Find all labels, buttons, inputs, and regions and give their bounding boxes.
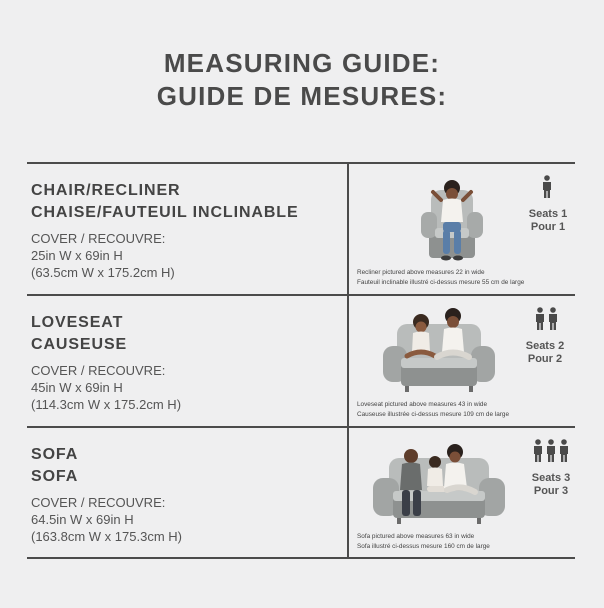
- product-name-en: LOVESEAT: [31, 314, 124, 331]
- table-row-recliner: [27, 164, 575, 295]
- caption-en: Recliner pictured above measures 22 in wide: [357, 269, 485, 276]
- size-cm: (163.8cm W x 175.3cm H): [31, 529, 182, 544]
- size-cm: (63.5cm W x 175.2cm H): [31, 265, 175, 280]
- cover-label: COVER / RECOUVRE:: [31, 363, 166, 378]
- page-title: [0, 47, 604, 113]
- title-line-en: MEASURING GUIDE:: [163, 48, 441, 78]
- person-icon: [535, 307, 545, 331]
- product-visual: [349, 164, 575, 295]
- recliner-photo-icon: [401, 170, 491, 266]
- product-name-fr: CHAISE/FAUTEUIL INCLINABLE: [31, 204, 299, 221]
- size-inches: 25in W x 69in H: [31, 248, 123, 263]
- product-info: [31, 180, 341, 281]
- title-line-fr: GUIDE DE MESURES:: [156, 81, 448, 111]
- product-info: [31, 444, 341, 545]
- product-caption: [357, 400, 573, 420]
- table-row-loveseat: [27, 296, 575, 427]
- seat-people-icons: [535, 307, 558, 331]
- caption-fr: Causeuse illustrée ci-dessus mesure 109 cm de large: [357, 411, 510, 418]
- seat-count-label: [515, 340, 575, 366]
- product-info: [31, 312, 341, 413]
- product-visual: [349, 296, 575, 427]
- product-name-en: CHAIR/RECLINER: [31, 182, 181, 199]
- caption-fr: Fauteuil inclinable illustré ci-dessus mesure 55 cm de large: [357, 279, 525, 286]
- seats-en: Seats 3: [531, 472, 571, 484]
- seat-count-label: [518, 208, 578, 234]
- seat-count-label: [521, 472, 581, 498]
- person-icon: [548, 307, 558, 331]
- size-inches: 45in W x 69in H: [31, 380, 123, 395]
- person-icon: [542, 175, 552, 199]
- product-name-en: SOFA: [31, 446, 79, 463]
- measuring-table: [27, 162, 575, 559]
- person-icon: [546, 439, 556, 463]
- caption-en: Sofa pictured above measures 63 in wide: [357, 533, 475, 540]
- seats-en: Seats 2: [525, 340, 565, 352]
- product-visual: [349, 428, 575, 559]
- caption-en: Loveseat pictured above measures 43 in wide: [357, 401, 488, 408]
- size-cm: (114.3cm W x 175.2cm H): [31, 397, 182, 412]
- cover-label: COVER / RECOUVRE:: [31, 495, 166, 510]
- product-caption: [357, 532, 573, 552]
- sofa-photo-icon: [369, 434, 509, 530]
- caption-fr: Sofa illustré ci-dessus mesure 160 cm de large: [357, 543, 490, 550]
- seats-fr: Pour 1: [530, 221, 566, 233]
- cover-label: COVER / RECOUVRE:: [31, 231, 166, 246]
- seat-people-icons: [542, 175, 552, 199]
- table-row-sofa: [27, 428, 575, 559]
- seats-fr: Pour 3: [533, 485, 569, 497]
- seat-people-icons: [533, 439, 569, 463]
- seats-en: Seats 1: [528, 208, 568, 220]
- seats-fr: Pour 2: [527, 353, 563, 365]
- loveseat-photo-icon: [377, 302, 501, 398]
- person-icon: [533, 439, 543, 463]
- product-name-fr: CAUSEUSE: [31, 336, 128, 353]
- product-caption: [357, 268, 573, 288]
- person-icon: [559, 439, 569, 463]
- size-inches: 64.5in W x 69in H: [31, 512, 134, 527]
- product-name-fr: SOFA: [31, 468, 79, 485]
